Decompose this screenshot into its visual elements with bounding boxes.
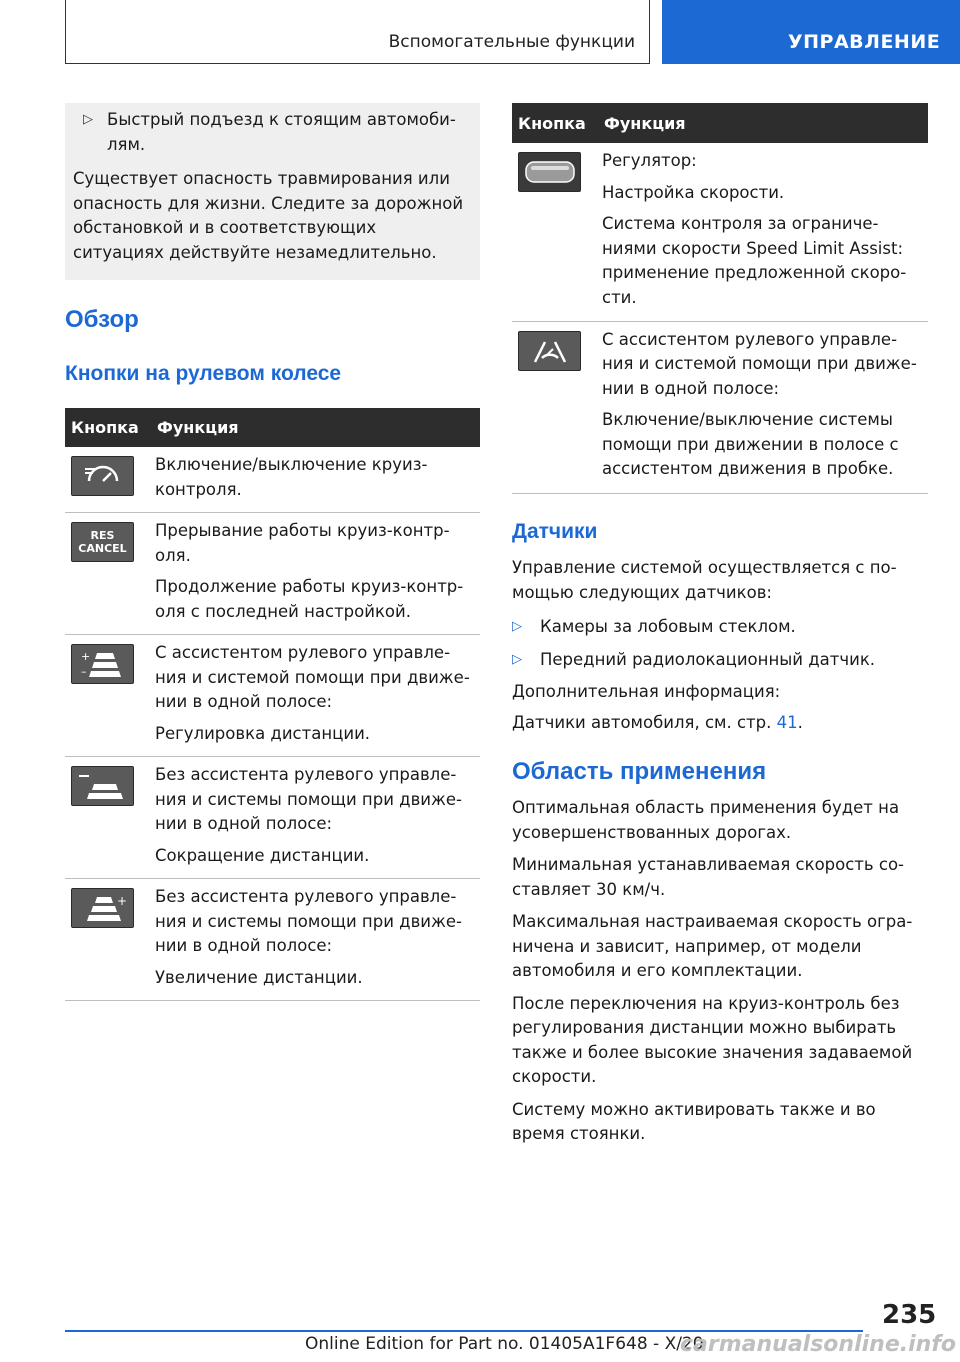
overview-heading: Обзор <box>65 306 139 333</box>
page-number: 235 <box>882 1300 937 1330</box>
sensors-intro: Управление системой осуществляется с по-мощью следующих датчиков: <box>512 558 897 602</box>
warning-text: Существует опасность травмирования или опасность для жизни. Следите за дорожной обстановкой и в соответствующих ситуациях действуйте незамедлительно. <box>73 169 464 262</box>
triangle-bullet-icon: ▷ <box>512 651 522 667</box>
page-link[interactable]: 41 <box>776 712 798 732</box>
row-text: Прерывание работы круиз-контр-оля. <box>155 521 450 565</box>
col-button: Кнопка <box>65 408 151 447</box>
distance-decrease-icon <box>71 766 134 806</box>
table-row <box>65 879 480 1001</box>
row-text: Включение/выключение системы помощи при движении в полосе с ассистентом движения в пробке. <box>602 410 899 478</box>
table-row <box>65 513 480 635</box>
sensors-heading: Датчики <box>512 520 598 543</box>
table-row <box>65 635 480 757</box>
sensors-section <box>512 556 928 735</box>
steering-buttons-table-continued <box>512 103 928 494</box>
rocker-switch-icon <box>518 152 581 192</box>
row-text: Регулятор: <box>602 151 697 170</box>
usage-paragraph: Минимальная устанавливаемая скорость со-ставляет 30 км/ч. <box>512 855 905 899</box>
steering-buttons-heading: Кнопки на рулевом колесе <box>65 362 342 385</box>
table-header <box>512 103 928 143</box>
sensors-more-info: Дополнительная информация: <box>512 682 781 701</box>
table-row <box>512 143 928 321</box>
col-function: Функция <box>151 408 480 447</box>
row-text: Без ассистента рулевого управле-ния и системы помощи при движе-нии в одной полосе: <box>155 887 462 955</box>
row-text: Продолжение работы круиз-контр-оля с последней настройкой. <box>155 577 464 621</box>
col-button: Кнопка <box>512 103 598 143</box>
cruise-control-icon <box>71 456 134 496</box>
svg-text:–: – <box>80 665 86 678</box>
watermark: carmanualsonline.info <box>680 1332 956 1357</box>
svg-text:+: + <box>80 650 90 663</box>
row-text: Увеличение дистанции. <box>155 967 363 987</box>
table-header <box>65 408 480 447</box>
section-header <box>65 0 650 64</box>
row-text: С ассистентом рулевого управле-ния и системой помощи при движе-нии в одной полосе: <box>602 329 917 398</box>
triangle-bullet-icon: ▷ <box>83 112 93 127</box>
usage-heading: Область применения <box>512 758 767 785</box>
section-title: Вспомогательные функции <box>388 32 635 52</box>
usage-paragraph: Максимальная настраиваемая скорость огра-ничена и зависит, например, от модели автомобиля и его комплектации. <box>512 912 913 980</box>
svg-text:+: + <box>116 894 127 908</box>
col-function: Функция <box>598 103 928 143</box>
usage-paragraph: Систему можно активировать также и во время стоянки. <box>512 1099 876 1143</box>
usage-section <box>512 796 928 1147</box>
distance-increase-icon <box>71 888 134 928</box>
distance-adjust-icon <box>71 644 134 684</box>
row-text: Система контроля за ограниче-ниями скорости Speed Limit Assist: применение предложенной скоро-сти. <box>602 214 907 307</box>
warning-box <box>65 103 480 280</box>
row-text: С ассистентом рулевого управле-ния и системой помощи при движе-нии в одной полосе: <box>155 643 470 711</box>
chapter-tab[interactable] <box>662 0 960 64</box>
row-text: Сокращение дистанции. <box>155 845 370 865</box>
lane-assist-icon <box>518 331 581 371</box>
usage-paragraph: Оптимальная область применения будет на усовершенствованных дорогах. <box>512 798 900 842</box>
edition-text: Online Edition for Part no. 01405A1F648 - X/20 <box>305 1334 704 1354</box>
table-row <box>65 447 480 513</box>
row-text: Включение/выключение круиз-контроля. <box>155 455 428 499</box>
table-row <box>512 321 928 493</box>
row-text: Без ассистента рулевого управле-ния и системы помощи при движе-нии в одной полосе: <box>155 765 462 833</box>
sensors-reference: Датчики автомобиля, см. стр. 41. <box>512 712 803 732</box>
warning-bullet: ▷ Быстрый подъезд к стоящим автомоби-лям. <box>83 110 456 154</box>
res-cancel-icon: RES CANCEL <box>71 522 134 562</box>
list-item: ▷ Передний радиолокационный датчик. <box>512 648 928 673</box>
triangle-bullet-icon: ▷ <box>512 619 522 634</box>
steering-buttons-table <box>65 408 480 1001</box>
usage-paragraph: После переключения на круиз-контроль без регулирования дистанции можно выбирать также и более высокие значения задаваемой скорости. <box>512 993 913 1086</box>
table-row <box>65 757 480 879</box>
chapter-title: УПРАВЛЕНИЕ <box>788 31 941 53</box>
list-item: ▷ Камеры за лобовым стеклом. <box>512 615 928 640</box>
row-text: Регулировка дистанции. <box>155 723 371 743</box>
row-text: Настройка скорости. <box>602 182 785 202</box>
